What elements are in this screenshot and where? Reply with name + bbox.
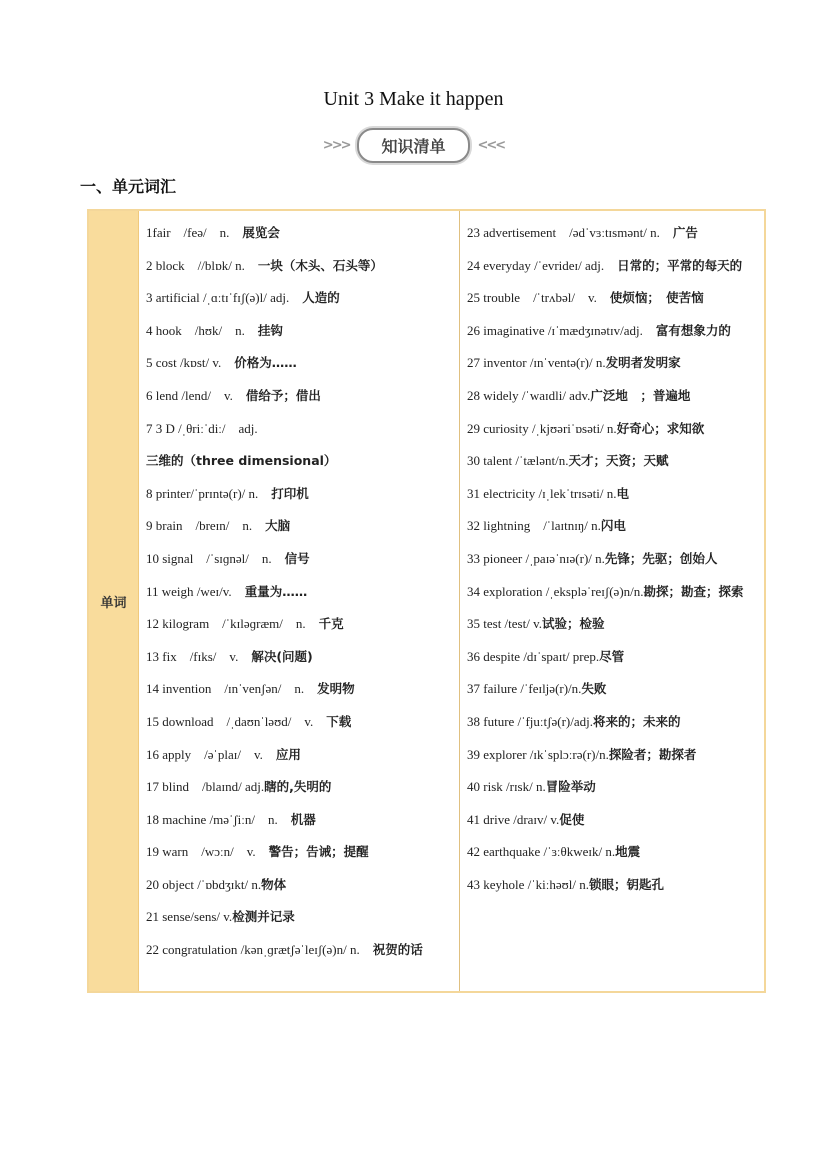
vocab-word: 28 widely /ˈwaɪdli/ adv.: [467, 387, 591, 403]
vocab-meaning: 闪电: [600, 518, 626, 534]
vocab-entry: [467, 836, 764, 869]
vocab-entry: [146, 804, 459, 837]
vocab-meaning: 信号: [284, 550, 310, 566]
vocab-meaning: 广告: [672, 225, 698, 240]
vocab-word: 12 kilogram /ˈkɪləɡræm/ n.: [146, 616, 319, 632]
section-heading: 一、单元词汇: [80, 177, 177, 196]
vocab-meaning: 警告；告诫；提醒: [268, 844, 369, 860]
vocab-entry: [146, 413, 459, 478]
vocab-entry: [146, 673, 459, 706]
vocab-entry: [467, 706, 764, 739]
vocab-word: 36 despite /dɪˈspaɪt/ prep.: [467, 648, 600, 664]
vocab-word: 11 weigh /weɪ/v.: [146, 583, 245, 599]
vocab-word: 4 hook /hʊk/ n.: [146, 322, 258, 338]
vocab-entry: [146, 869, 459, 902]
vocab-word: 2 block //blɒk/ n.: [146, 257, 258, 273]
vocab-word: 15 download /ˌdaʊnˈləʊd/ v.: [146, 713, 327, 729]
vocab-entry: [467, 413, 764, 446]
vocab-word: 7 3 D /ˌθriːˈdiː/ adj.: [146, 420, 271, 436]
vocab-entry: [467, 478, 764, 511]
vocab-entry: [146, 282, 459, 315]
vocab-meaning: 祝贺的话: [372, 942, 423, 958]
vocab-word: 21 sense/sens/ v.: [146, 909, 233, 925]
vocab-word: 3 artificial /ˌɑːtɪˈfɪʃ(ə)l/ adj.: [146, 290, 303, 306]
vocab-meaning: 使烦恼； 使苦恼: [609, 290, 704, 306]
vocab-word: 16 apply /əˈplaɪ/ v.: [146, 746, 276, 762]
vocab-word: 39 explorer /ɪkˈsplɔːrə(r)/n.: [467, 746, 609, 762]
vocab-meaning: 将来的；未来的: [592, 713, 681, 729]
vocab-meaning: 人造的: [302, 290, 340, 306]
vocab-entry: [467, 804, 764, 837]
vocab-meaning: 展览会: [242, 225, 280, 240]
vocab-meaning: 三维的（three dimensional）: [146, 453, 337, 469]
vocab-meaning: 探险者；勘探者: [608, 746, 697, 762]
vocab-word: 9 brain /breɪn/ n.: [146, 518, 266, 534]
vocab-word: 26 imaginative /ɪˈmædʒɪnətɪv/adj.: [467, 322, 656, 338]
vocab-word: 37 failure /ˈfeɪljə(r)/n.: [467, 681, 582, 697]
vocab-word: 30 talent /ˈtælənt/n.: [467, 453, 569, 469]
vocab-meaning: 好奇心；求知欲: [616, 420, 705, 436]
section-banner: [0, 128, 827, 162]
vocab-meaning: 物体: [261, 876, 287, 892]
vocab-word: 20 object /ˈɒbdʒɪkt/ n.: [146, 876, 262, 892]
vocab-word: 17 blind /blaɪnd/ adj.: [146, 779, 265, 795]
vocab-word: 18 machine /məˈʃiːn/ n.: [146, 811, 291, 827]
vocab-word: 25 trouble /ˈtrʌbəl/ v.: [467, 290, 610, 306]
vocab-word: 38 future /ˈfjuːtʃə(r)/adj.: [467, 713, 593, 729]
vocab-entry: [467, 869, 764, 902]
vocab-meaning: 打印机: [271, 485, 309, 501]
vocab-entry: [146, 250, 459, 283]
vocab-word: 29 curiosity /ˌkjʊəriˈɒsəti/ n.: [467, 420, 617, 436]
vocab-word: 41 drive /draɪv/ v.: [467, 811, 560, 827]
vocab-entry: [146, 510, 459, 543]
vocab-meaning: 一块（木头、石头等）: [257, 257, 383, 273]
vocab-entry: [146, 217, 459, 250]
vocab-entry: [146, 836, 459, 869]
vocab-word: 42 earthquake /ˈɜːθkweɪk/ n.: [467, 844, 616, 860]
vocab-entry: [146, 543, 459, 576]
vocab-entry: [467, 347, 764, 380]
vocab-meaning: 锁眼；钥匙孔: [588, 876, 664, 892]
vocab-meaning: 下载: [326, 713, 352, 729]
vocab-entry: [146, 576, 459, 609]
vocab-meaning: 勘探；勘查；探索: [643, 583, 744, 599]
vocab-word: 1fair /feə/ n.: [146, 225, 243, 240]
vocab-entry: [467, 641, 764, 674]
vocab-entry: [467, 771, 764, 804]
vocab-entry: [467, 673, 764, 706]
vocab-word: 10 signal /ˈsɪɡnəl/ n.: [146, 550, 285, 566]
vocab-column-right: [460, 211, 764, 991]
banner-label: 知识清单: [357, 128, 469, 163]
vocab-meaning: 电: [616, 485, 629, 501]
vocab-word: 6 lend /lend/ v.: [146, 387, 246, 403]
vocab-entry: [467, 510, 764, 543]
vocab-meaning: 大脑: [265, 518, 291, 534]
vocab-word: 43 keyhole /ˈkiːhəʊl/ n.: [467, 876, 589, 892]
vocab-word: 5 cost /kɒst/ v.: [146, 355, 235, 371]
vocab-table: [87, 209, 766, 993]
vocab-word: 24 everyday /ˈevrideɪ/ adj.: [467, 257, 618, 273]
vocab-entry: [146, 347, 459, 380]
vocab-word: 23 advertisement /ədˈvɜːtɪsmənt/ n.: [467, 225, 673, 240]
vocab-meaning: 广泛地 ；普遍地: [590, 387, 691, 403]
vocab-entry: [467, 739, 764, 772]
vocab-word: 40 risk /rɪsk/ n.: [467, 779, 546, 795]
page-title: Unit 3 Make it happen: [323, 88, 504, 110]
vocab-meaning: 应用: [275, 746, 301, 762]
vocab-meaning: 地震: [615, 844, 641, 860]
vocab-meaning: 失败: [581, 681, 607, 697]
vocab-word: 14 invention /ɪnˈvenʃən/ n.: [146, 681, 318, 697]
vocab-entry: [146, 901, 459, 934]
vocab-entry: [146, 608, 459, 641]
vocab-meaning: 日常的；平常的每天的: [617, 257, 743, 273]
vocab-column-left: [139, 211, 460, 991]
chevron-right-icon: >>>: [322, 137, 350, 153]
vocab-meaning: 借给予；借出: [245, 387, 321, 403]
vocab-word: 27 inventor /ɪnˈventə(r)/ n.: [467, 355, 606, 371]
vocab-entry: [467, 576, 764, 609]
vocab-entry: [146, 771, 459, 804]
vocab-entry: [146, 641, 459, 674]
vocab-word: 22 congratulation /kənˌɡrætʃəˈleɪʃ(ə)n/ n.: [146, 942, 373, 958]
vocab-word: 8 printer/ˈprɪntə(r)/ n.: [146, 485, 272, 501]
vocab-meaning: 先锋；先驱；创始人: [604, 550, 718, 566]
chevron-left-icon: <<<: [477, 137, 505, 153]
vocab-meaning: 尽管: [599, 648, 625, 664]
vocab-word: 31 electricity /ɪˌlekˈtrɪsəti/ n.: [467, 485, 617, 501]
vocab-meaning: 试验；检验: [542, 616, 605, 632]
vocab-entry: [467, 445, 764, 478]
vocab-entry: [467, 250, 764, 283]
vocab-word: 33 pioneer /ˌpaɪəˈnɪə(r)/ n.: [467, 550, 605, 566]
vocab-meaning: 富有想象力的: [655, 322, 731, 338]
vocab-entry: [146, 315, 459, 348]
vocab-meaning: 检测并记录: [232, 909, 295, 925]
vocab-entry: [146, 934, 459, 967]
vocab-word: 34 exploration /ˌekspləˈreɪʃ(ə)n/n.: [467, 583, 644, 599]
vocab-meaning: 瞎的,失明的: [264, 779, 332, 795]
vocab-meaning: 挂钩: [257, 322, 283, 338]
vocab-entry: [146, 478, 459, 511]
vocab-meaning: 发明者发明家: [605, 355, 681, 371]
vocab-meaning: 冒险举动: [545, 779, 596, 795]
vocab-word: 19 warn /wɔːn/ v.: [146, 844, 269, 860]
vocab-meaning: 天才；天资；天赋: [568, 453, 669, 469]
vocab-word: 13 fix /fɪks/ v.: [146, 648, 252, 664]
vocab-entry: [146, 739, 459, 772]
vocab-meaning: 解决(问题): [251, 648, 313, 664]
vocab-meaning: 千克: [318, 616, 344, 632]
vocab-entry: [467, 380, 764, 413]
vocab-meaning: 发明物: [317, 681, 355, 697]
vocab-meaning: 机器: [290, 811, 316, 827]
vocab-entry: [467, 282, 764, 315]
vocab-entry: [146, 380, 459, 413]
vocab-word: 32 lightning /ˈlaɪtnɪŋ/ n.: [467, 518, 601, 534]
vocab-meaning: 价格为……: [234, 355, 297, 371]
vocab-word: 35 test /test/ v.: [467, 616, 542, 632]
vocab-entry: [467, 608, 764, 641]
vocab-meaning: 重量为……: [244, 583, 308, 599]
vocab-entry: [146, 706, 459, 739]
vocab-meaning: 促使: [559, 811, 585, 827]
table-row-label: 单词: [89, 211, 139, 991]
vocab-entry: [467, 543, 764, 576]
vocab-entry: [467, 217, 764, 250]
vocab-entry: [467, 315, 764, 348]
